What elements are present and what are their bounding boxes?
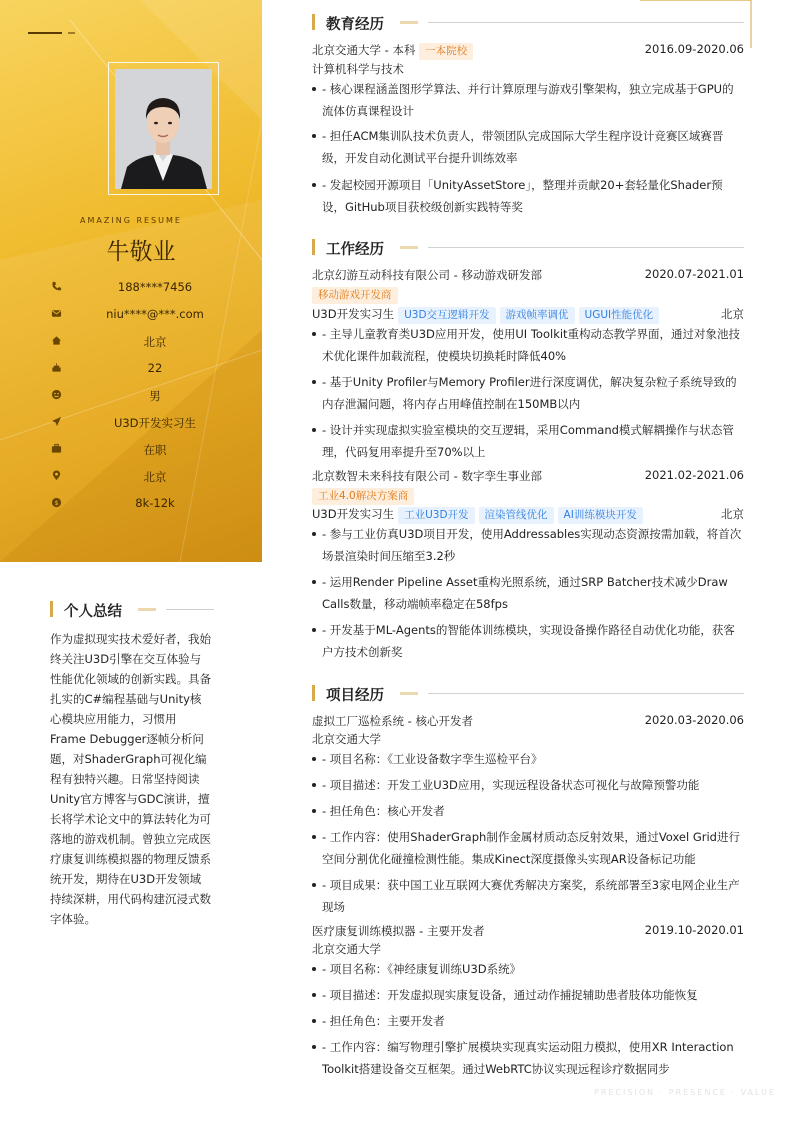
job-date: 2021.02-2021.06 bbox=[644, 468, 744, 482]
bullet-dot bbox=[312, 628, 316, 632]
heading-dash bbox=[138, 608, 156, 611]
list-item: - 项目名称：《神经康复训练U3D系统》 bbox=[312, 958, 744, 980]
projects-heading bbox=[312, 684, 744, 702]
list-item: - 核心课程涵盖图形学算法、并行计算原理与游戏引擎架构，独立完成基于GPU的流体仿真课程设计 bbox=[312, 78, 744, 122]
info-email: niu****@***.com bbox=[48, 307, 238, 321]
bullet-dot bbox=[312, 87, 316, 91]
work-heading bbox=[312, 238, 744, 256]
candidate-name: 牛敬业 bbox=[106, 239, 176, 265]
heading-dash bbox=[400, 692, 418, 695]
heading-line bbox=[428, 247, 744, 248]
money-icon bbox=[51, 497, 62, 508]
bullet-dot bbox=[312, 428, 316, 432]
list-item: - 担任角色：核心开发者 bbox=[312, 800, 744, 822]
heading-accent-bar bbox=[50, 601, 53, 617]
info-status: 在职 bbox=[48, 442, 238, 456]
job-industry-row bbox=[312, 287, 398, 304]
list-item: - 项目描述：开发工业U3D应用，实现远程设备状态可视化与故障预警功能 bbox=[312, 774, 744, 796]
bullet-dot bbox=[312, 783, 316, 787]
bullet-dot bbox=[312, 835, 316, 839]
heading-accent-bar bbox=[312, 14, 315, 30]
list-item: - 运用Render Pipeline Asset重构光照系统，通过SRP Batcher技术减少Draw Calls数量，移动端帧率稳定在58fps bbox=[312, 571, 744, 615]
heading-dash bbox=[400, 246, 418, 249]
briefcase-icon bbox=[51, 443, 62, 454]
education-heading bbox=[312, 13, 744, 31]
bullet-dot bbox=[312, 332, 316, 336]
project-org-row bbox=[312, 941, 744, 957]
industry-tag: 工业4.0解决方案商 bbox=[312, 488, 414, 505]
heading-line bbox=[166, 609, 214, 610]
send-icon bbox=[51, 416, 62, 427]
job-industry-row bbox=[312, 488, 414, 505]
bullet-dot bbox=[312, 1019, 316, 1023]
education-date: 2016.09-2020.06 bbox=[644, 42, 744, 56]
info-age: 22 bbox=[48, 361, 238, 375]
job-row bbox=[312, 468, 744, 484]
summary-heading bbox=[50, 600, 220, 618]
list-item: - 担任角色：主要开发者 bbox=[312, 1010, 744, 1032]
major: 计算机科学与技术 bbox=[312, 62, 404, 76]
job-row bbox=[312, 267, 744, 283]
job-role-row bbox=[312, 306, 744, 324]
skill-tag: 工业U3D开发 bbox=[398, 507, 474, 524]
skill-tag: UGUI性能优化 bbox=[579, 307, 660, 324]
info-home: 北京 bbox=[48, 334, 238, 348]
list-item: - 主导儿童教育类U3D应用开发，使用UI Toolkit重构动态教学界面，通过对象池技术优化课件加载流程，使模块切换耗时降低40% bbox=[312, 323, 744, 367]
projects-title: 项目经历 bbox=[326, 688, 384, 704]
bullet-dot bbox=[312, 883, 316, 887]
bullet-dot bbox=[312, 580, 316, 584]
work-title: 工作经历 bbox=[326, 242, 384, 258]
list-item: - 发起校园开源项目「UnityAssetStore」，整理并贡献20+套轻量化Shader预设，GitHub项目获校级创新实践特等奖 bbox=[312, 174, 744, 218]
job-role: U3D开发实习生 bbox=[312, 307, 395, 321]
project-date: 2020.03-2020.06 bbox=[644, 713, 744, 727]
home-icon bbox=[51, 335, 62, 346]
bullet-dot bbox=[312, 532, 316, 536]
heading-dash bbox=[400, 21, 418, 24]
info-gender: 男 bbox=[48, 388, 238, 402]
heading-line bbox=[428, 693, 744, 694]
sidebar-panel bbox=[0, 0, 262, 562]
project-row bbox=[312, 713, 744, 729]
project-org: 北京交通大学 bbox=[312, 942, 381, 956]
project-name: 医疗康复训练模拟器 - 主要开发者 bbox=[312, 924, 485, 938]
heading-accent-bar bbox=[312, 239, 315, 255]
project-org: 北京交通大学 bbox=[312, 732, 381, 746]
info-salary: $ 8k-12k bbox=[48, 496, 238, 510]
list-item: - 基于Unity Profiler与Memory Profiler进行深度调优，解决复杂粒子系统导致的内存泄漏问题，将内存占用峰值控制在150MB以内 bbox=[312, 371, 744, 415]
top-dash-small bbox=[68, 32, 75, 34]
skill-tag: 游戏帧率调优 bbox=[500, 307, 575, 324]
education-title: 教育经历 bbox=[326, 17, 384, 33]
skill-tag: 渲染管线优化 bbox=[479, 507, 554, 524]
avatar bbox=[115, 69, 212, 189]
gender-icon bbox=[51, 389, 62, 400]
summary-title: 个人总结 bbox=[64, 604, 122, 620]
list-item: - 项目描述：开发虚拟现实康复设备，通过动作捕捉辅助患者肢体功能恢复 bbox=[312, 984, 744, 1006]
education-row bbox=[312, 42, 744, 58]
project-date: 2019.10-2020.01 bbox=[644, 923, 744, 937]
list-item: - 项目成果：获中国工业互联网大赛优秀解决方案奖，系统部署至3家电网企业生产现场 bbox=[312, 874, 744, 918]
svg-text:$: $ bbox=[54, 498, 59, 507]
job-company: 北京数智未来科技有限公司 - 数字孪生事业部 bbox=[312, 469, 542, 483]
cake-icon bbox=[51, 362, 62, 373]
skill-tag: AI训练模块开发 bbox=[558, 507, 643, 524]
footer-watermark: PRECISION · PRESENCE · VALUE bbox=[594, 1088, 776, 1097]
resume-subtitle: AMAZING RESUME bbox=[80, 216, 182, 225]
heading-accent-bar bbox=[312, 685, 315, 701]
list-item: - 工作内容：编写物理引擎扩展模块实现真实运动阻力模拟，使用XR Interaction Toolkit搭建设备交互框架。通过WebRTC协议实现远程诊疗数据同步 bbox=[312, 1036, 744, 1080]
job-city: 北京 bbox=[721, 507, 744, 521]
skill-tag: U3D交互逻辑开发 bbox=[398, 307, 495, 324]
job-role: U3D开发实习生 bbox=[312, 507, 395, 521]
phone-icon bbox=[51, 281, 62, 292]
project-org-row bbox=[312, 731, 744, 747]
job-company: 北京幻游互动科技有限公司 - 移动游戏研发部 bbox=[312, 268, 542, 282]
school-name: 北京交通大学 - 本科 bbox=[312, 43, 416, 57]
bullet-dot bbox=[312, 134, 316, 138]
info-position: U3D开发实习生 bbox=[48, 415, 238, 429]
location-icon bbox=[51, 470, 62, 481]
list-item: - 担任ACM集训队技术负责人，带领团队完成国际大学生程序设计竞赛区域赛晋级，开发自动化测试平台提升训练效率 bbox=[312, 125, 744, 169]
top-dash bbox=[28, 32, 62, 34]
list-item: - 设计并实现虚拟实验室模块的交互逻辑，采用Command模式解耦操作与状态管理，代码复用率提升至70%以上 bbox=[312, 419, 744, 463]
list-item: - 工作内容：使用ShaderGraph制作金属材质动态反射效果，通过Voxel Grid进行空间分割优化碰撞检测性能。集成Kinect深度摄像头实现AR设备标记功能 bbox=[312, 826, 744, 870]
summary-text: 作为虚拟现实技术爱好者，我始终关注U3D引擎在交互体验与性能优化领域的创新实践。具备扎实的C#编程基础与Unity核心模块应用能力，习惯用Frame Debugger逐帧分析问题，对ShaderGraph可视化编程有独特兴趣。日常坚持阅读Unity官方博客与GDC演讲，擅长将学术论文中的算法转化为可落地的游戏机制。曾独立完成医疗康复训练模拟器的物理反馈系统开发，期待在U3D开发领域持续深耕，用代码构建沉浸式数字体验。 bbox=[50, 632, 211, 926]
heading-line bbox=[428, 22, 744, 23]
bullet-dot bbox=[312, 967, 316, 971]
info-location: 北京 bbox=[48, 469, 238, 483]
list-item: - 参与工业仿真U3D项目开发，使用Addressables实现动态资源按需加载，将首次场景渲染时间压缩至3.2秒 bbox=[312, 523, 744, 567]
bullet-dot bbox=[312, 183, 316, 187]
project-name: 虚拟工厂巡检系统 - 核心开发者 bbox=[312, 714, 473, 728]
bullet-dot bbox=[312, 993, 316, 997]
bullet-dot bbox=[312, 1045, 316, 1049]
list-item: - 项目名称：《工业设备数字孪生巡检平台》 bbox=[312, 748, 744, 770]
bullet-dot bbox=[312, 757, 316, 761]
info-phone: 188****7456 bbox=[48, 280, 238, 294]
industry-tag: 移动游戏开发商 bbox=[312, 287, 398, 304]
list-item: - 开发基于ML-Agents的智能体训练模块，实现设备操作路径自动优化功能，获客户方技术创新奖 bbox=[312, 619, 744, 663]
education-major-row bbox=[312, 61, 744, 77]
mail-icon bbox=[51, 308, 62, 319]
job-date: 2020.07-2021.01 bbox=[644, 267, 744, 281]
bullet-dot bbox=[312, 380, 316, 384]
school-badge: 一本院校 bbox=[419, 43, 473, 60]
job-role-row bbox=[312, 506, 744, 524]
job-city: 北京 bbox=[721, 307, 744, 321]
bullet-dot bbox=[312, 809, 316, 813]
project-row bbox=[312, 923, 744, 939]
